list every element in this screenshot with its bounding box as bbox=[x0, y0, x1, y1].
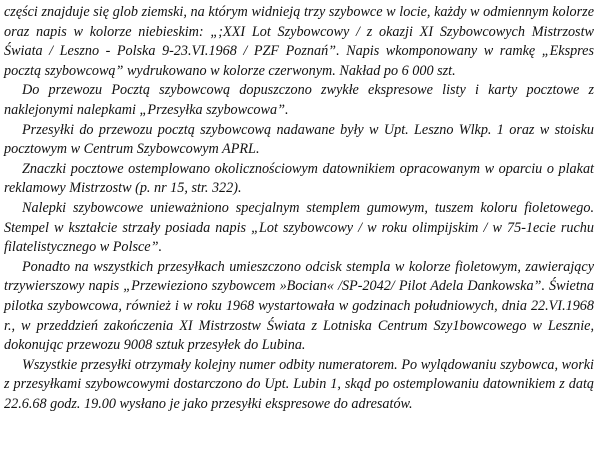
paragraph-numerator bbox=[4, 356, 594, 415]
paragraph-nalepki bbox=[4, 199, 594, 258]
text-span: . bbox=[284, 101, 289, 118]
paragraph-przewoz bbox=[4, 81, 594, 120]
text-span: . Napis wkomponowany w ramkę „Ekspres pocztą szybowcową” wydrukowano w kolorze czerwonym. Nakład po 6 000 szt. bbox=[4, 43, 594, 79]
text-span: części znajduje się glob ziemski, na którym widnieją trzy szybowce w locie, każdy w odmiennym kolorze oraz napis w kolorze niebieskim: bbox=[4, 4, 594, 40]
quoted-inscription: „Przesyłka szybowcowa” bbox=[139, 101, 285, 118]
quoted-inscription: „Lot szybowcowy / w roku olimpijskim / w 75-1ecie ruchu filatelistycznego w Polsce” bbox=[4, 219, 594, 256]
paragraph-stempel bbox=[4, 258, 594, 356]
paragraph-nadawanie bbox=[4, 121, 594, 160]
text-span: Wszystkie przesyłki otrzymały kolejny numer odbity numeratorem. Po wylądowaniu szybowca, worki z przesyłkami szybowcowymi dostarczono do Upt. Lubin 1, skąd po ostemplowaniu datownikiem z datą 22.6.68 godz. 19.00 wysłano je jako przesyłki ekspresowe do adresatów. bbox=[4, 356, 594, 412]
text-span: Znaczki pocztowe ostemplowano okolicznościowym datownikiem opracowanym w oparciu o plakat reklamowy Mistrzostw (p. nr 15, str. 322). bbox=[4, 160, 594, 197]
quoted-inscription: „Przewieziono szybowcem »Bocian« /SP-2042/ Pilot Adela Dankowska” bbox=[123, 278, 542, 295]
text-span: Do przewozu Pocztą szybowcową dopuszczono zwykłe ekspresowe listy i karty pocztowe z naklejonymi nalepkami bbox=[4, 82, 594, 118]
text-span: Przesyłki do przewozu pocztą szybowcową nadawane były w Upt. Leszno Wlkp. 1 oraz w stoisku pocztowym w Centrum Szybowcowym APRL. bbox=[4, 121, 594, 158]
text-span: . bbox=[158, 239, 163, 256]
text-span: . Świetna pilotka szybowcowa, również i w roku 1968 wystartowała w godzinach południowych, dnia 22.VI.1968 r., w przeddzień zakończenia XI Mistrzostw Świata z Lotniska Centrum Szy1bowcowego w Lesznie, dokonując przewozu 9008 sztuk przesyłek do Lubina. bbox=[4, 278, 594, 354]
quoted-inscription: „;XXI Lot Szybowcowy / z okazji XI Szybowcowych Mistrzostw Świata / Leszno - Polska 9-23.VI.1968 / PZF Poznań” bbox=[4, 23, 594, 60]
text-span: Nalepki szybowcowe unieważniono specjalnym stemplem gumowym, tuszem koloru fioletowego. Stempel w kształcie strzały posiada napis bbox=[4, 199, 594, 236]
paragraph-glob bbox=[4, 3, 594, 81]
paragraph-znaczki bbox=[4, 160, 594, 199]
text-span: Ponadto na wszystkich przesyłkach umieszczono odcisk stempla w kolorze fioletowym, zawierający trzywierszowy napis bbox=[4, 258, 594, 295]
